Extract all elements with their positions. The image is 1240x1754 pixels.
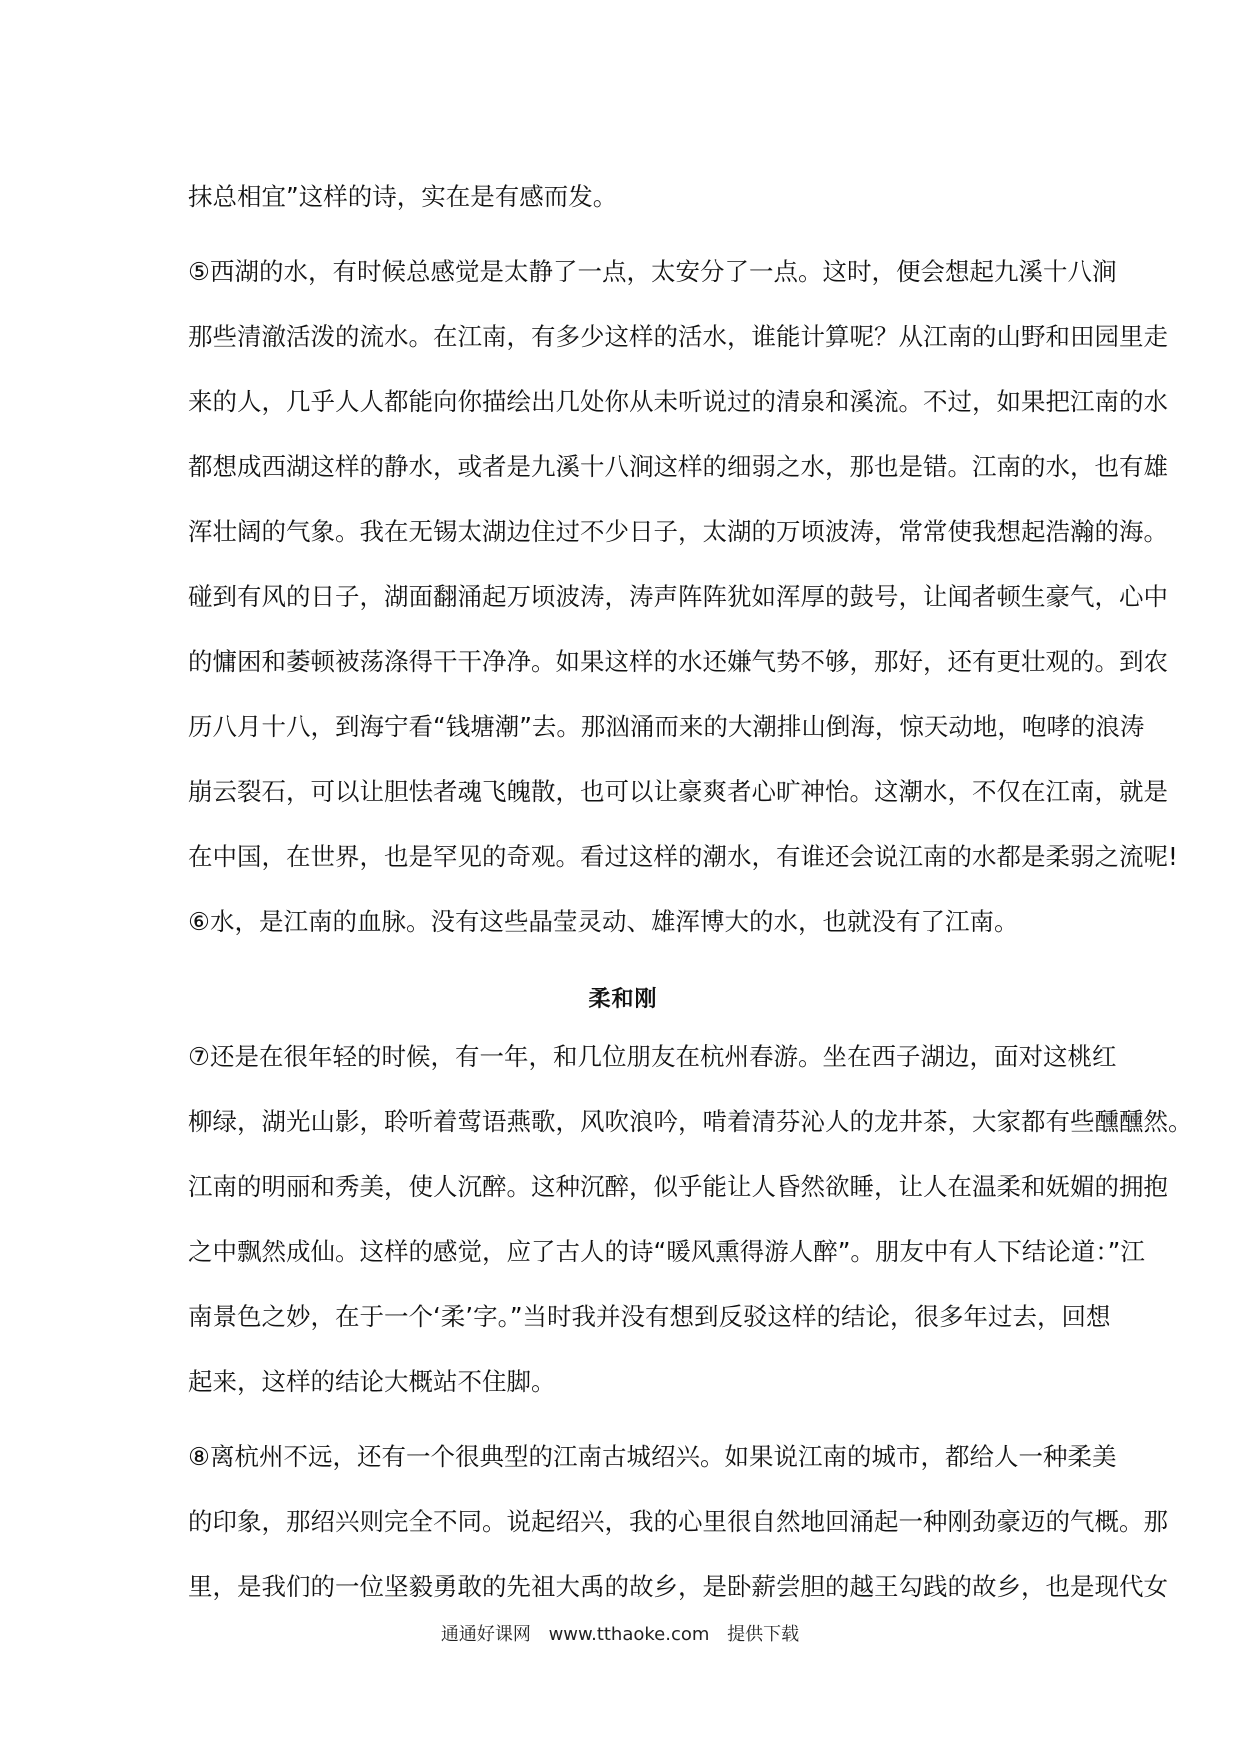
- text-line: ⑤西湖的水，有时候总感觉是太静了一点，太安分了一点。这时，便会想起九溪十八涧: [188, 257, 1117, 286]
- text-line: 的慵困和萎顿被荡涤得干干净净。如果这样的水还嫌气势不够，那好，还有更壮观的。到农: [188, 647, 1168, 676]
- text-line: 浑壮阔的气象。我在无锡太湖边住过不少日子，太湖的万顷波涛，常常使我想起浩瀚的海。: [188, 517, 1168, 546]
- text-line: 那些清澈活泼的流水。在江南，有多少这样的活水，谁能计算呢？从江南的山野和田园里走: [188, 322, 1168, 351]
- paragraph-5: [188, 239, 1178, 889]
- text-line: 起来，这样的结论大概站不住脚。: [188, 1367, 556, 1396]
- text-line: ⑥水，是江南的血脉。没有这些晶莹灵动、雄浑博大的水，也就没有了江南。: [188, 907, 1019, 936]
- text-line: 里，是我们的一位坚毅勇敢的先祖大禹的故乡，是卧薪尝胆的越王勾践的故乡，也是现代女: [188, 1572, 1168, 1601]
- text-line: 来的人，几乎人人都能向你描绘出几处你从未听说过的清泉和溪流。不过，如果把江南的水: [188, 387, 1168, 416]
- paragraph-6: [188, 889, 1058, 954]
- paragraph-7: [188, 1024, 1193, 1414]
- text-line: 碰到有风的日子，湖面翻涌起万顷波涛，涛声阵阵犹如浑厚的鼓号，让闻者顿生豪气，心中: [188, 582, 1168, 611]
- footer-suffix: 提供下载: [727, 1624, 800, 1645]
- text-line: 柳绿，湖光山影，聆听着莺语燕歌，风吹浪吟，啃着清芬沁人的龙井茶，大家都有些醺醺然。: [188, 1107, 1193, 1136]
- text-line: 南景色之妙，在于一个‘柔’字。”当时我并没有想到反驳这样的结论，很多年过去，回想: [188, 1302, 1111, 1331]
- text-line: 江南的明丽和秀美，使人沉醉。这种沉醉，似乎能让人昏然欲睡，让人在温柔和妩媚的拥抱: [188, 1172, 1168, 1201]
- text-line: 崩云裂石，可以让胆怯者魂飞魄散，也可以让豪爽者心旷神怡。这潮水，不仅在江南，就是: [188, 777, 1168, 806]
- page-footer: [0, 1622, 1240, 1648]
- text-line: 在中国，在世界，也是罕见的奇观。看过这样的潮水，有谁还会说江南的水都是柔弱之流呢!: [188, 842, 1178, 871]
- text-line: 抹总相宜”这样的诗，实在是有感而发。: [188, 182, 618, 211]
- paragraph-8: [188, 1424, 1168, 1619]
- text-line: ⑧离杭州不远，还有一个很典型的江南古城绍兴。如果说江南的城市，都给人一种柔美: [188, 1442, 1117, 1471]
- text-line: 之中飘然成仙。这样的感觉，应了古人的诗“暖风熏得游人醉”。朋友中有人下结论道：”江: [188, 1237, 1145, 1266]
- text-line: 都想成西湖这样的静水，或者是九溪十八涧这样的细弱之水，那也是错。江南的水，也有雄: [188, 452, 1168, 481]
- footer-url: www.tthaoke.com: [548, 1624, 710, 1645]
- article-body: [188, 164, 1193, 1619]
- footer-site-name: 通通好课网: [440, 1624, 531, 1645]
- text-line: 历八月十八，到海宁看“钱塘潮”去。那汹涌而来的大潮排山倒海，惊天动地，咆哮的浪涛: [188, 712, 1145, 741]
- text-line: 的印象，那绍兴则完全不同。说起绍兴，我的心里很自然地回涌起一种刚劲豪迈的气概。那: [188, 1507, 1168, 1536]
- paragraph-4-end: [188, 164, 1058, 229]
- section-title: 柔和刚: [588, 987, 658, 1012]
- text-line: ⑦还是在很年轻的时候，有一年，和几位朋友在杭州春游。坐在西子湖边，面对这桃红: [188, 1042, 1117, 1071]
